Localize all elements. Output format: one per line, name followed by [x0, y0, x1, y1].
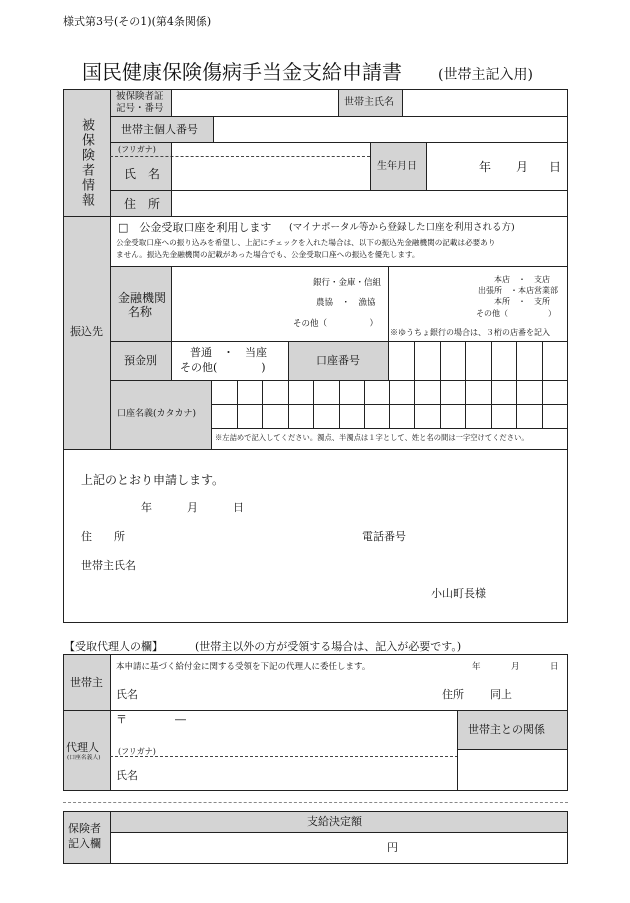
holder-char-divider [389, 380, 390, 429]
bank-types-1: 銀行・金庫・信組 [313, 278, 382, 288]
holder-note: ※左詰めで記入してください。濁点、半濁点は１字として、姓と名の間は一字空けてください。 [215, 433, 529, 442]
holder-char-divider [339, 380, 340, 429]
name-label: 氏 名 [124, 167, 161, 181]
form-number: 様式第3号(その1)(第4条関係) [63, 15, 212, 28]
delegation-text: 本申請に基づく給付金に関する受領を下記の代理人に委任します。 [116, 662, 371, 672]
public-account-desc-1: 公金受取口座への振り込みを希望し、上記にチェックを入れた場合は、以下の振込先金融機関の記載は必要あり [116, 238, 496, 247]
cert-no-label-2: 記号・番号 [116, 103, 164, 114]
postal-dash: ― [175, 713, 186, 726]
holder-char-divider [364, 380, 365, 429]
applicant-statement: 上記のとおり申請します。 [81, 473, 225, 487]
birth-day: 日 [549, 160, 562, 174]
birth-month: 月 [516, 160, 529, 174]
head-personal-no-label: 世帯主個人番号 [121, 123, 198, 136]
proxy-head-address-same: 同上 [490, 688, 512, 701]
holder-char-divider [313, 380, 314, 429]
account-holder-label: 口座名義(カタカナ) [117, 409, 197, 419]
holder-char-divider [516, 380, 517, 429]
bank-label-1: 金融機関 [118, 291, 167, 305]
applicant-date-year[interactable]: 年 [141, 501, 152, 514]
furigana-label: (フリガナ) [118, 145, 156, 154]
bank-types-3: その他（ ） [293, 319, 379, 329]
birth-field[interactable] [426, 142, 568, 191]
agent-furigana-label: (フリガナ) [118, 747, 156, 756]
deposit-type-label: 預金別 [124, 354, 157, 367]
transfer-section-label: 振込先 [70, 325, 103, 338]
head-name-field[interactable] [402, 89, 568, 117]
insured-section-label: 被保険者情報 [79, 118, 94, 208]
holder-char-divider [542, 380, 543, 429]
agent-label: 代理人 [66, 741, 99, 754]
birth-label: 生年月日 [377, 161, 417, 172]
addressee: 小山町長様 [431, 587, 486, 600]
branch-types-4: その他（ ） [476, 309, 556, 318]
holder-char-divider [262, 380, 263, 429]
deposit-type-1: 普通 ・ 当座 [190, 346, 267, 359]
head-personal-no-field[interactable] [213, 116, 568, 143]
public-account-checkbox[interactable]: □ 公金受取口座を利用します [118, 221, 272, 234]
holder-char-divider [414, 380, 415, 429]
insurer-label-1: 保険者 [68, 822, 101, 835]
address-field[interactable] [171, 190, 568, 217]
account-no-field[interactable] [388, 341, 568, 381]
account-no-label: 口座番号 [316, 354, 360, 367]
form-title-sub: (世帯主記入用) [438, 67, 533, 83]
proxy-date-day: 日 [550, 662, 559, 672]
branch-types-1: 本店 ・ 支店 [494, 275, 550, 284]
form-title: 国民健康保険傷病手当金支給申請書 [82, 60, 402, 84]
birth-year: 年 [479, 160, 492, 174]
agent-name-label: 氏名 [116, 769, 138, 782]
yen-label: 円 [387, 841, 398, 854]
applicant-phone-label: 電話番号 [362, 530, 406, 543]
section-separator [63, 802, 568, 803]
account-digit-divider [516, 341, 517, 381]
holder-char-divider [237, 380, 238, 429]
public-account-note: (マイナポータル等から登録した口座を利用される方) [289, 222, 515, 233]
cert-no-field[interactable] [171, 89, 339, 117]
applicant-head-name-label: 世帯主氏名 [81, 559, 136, 572]
holder-char-divider [440, 380, 441, 429]
address-label: 住 所 [124, 197, 161, 211]
applicant-date-month[interactable]: 月 [187, 501, 198, 514]
applicant-date-day[interactable]: 日 [233, 501, 244, 514]
yucho-note: ※ゆうちょ銀行の場合は、３桁の店番を記入 [390, 328, 550, 337]
holder-char-divider [288, 380, 289, 429]
account-digit-divider [440, 341, 441, 381]
postal-mark: 〒 [116, 713, 127, 726]
branch-types-2: 出張所 ・本店営業部 [478, 286, 558, 295]
applicant-address-label: 住 所 [81, 530, 125, 543]
proxy-head-label: 世帯主 [70, 676, 103, 689]
amount-label: 支給決定額 [307, 815, 362, 828]
insurer-label-2: 記入欄 [68, 837, 101, 850]
bank-label-2: 名称 [128, 305, 153, 319]
proxy-date-month: 月 [511, 662, 520, 672]
account-digit-divider [542, 341, 543, 381]
holder-char-divider [465, 380, 466, 429]
name-field[interactable] [171, 142, 371, 191]
agent-sub-label: (口座名義人) [67, 755, 101, 761]
account-digit-divider [414, 341, 415, 381]
branch-types-3: 本所 ・ 支所 [494, 297, 550, 306]
agent-furigana-divider [110, 756, 458, 757]
bank-types-2: 農協 ・ 漁協 [316, 298, 376, 308]
agent-field[interactable] [110, 710, 458, 791]
public-account-desc-2: ません。振込先金融機関の記載があった場合でも、公金受取口座への振込を優先します。 [116, 250, 420, 259]
account-digit-divider [465, 341, 466, 381]
relation-label: 世帯主との関係 [468, 723, 545, 736]
deposit-type-2: その他( ) [180, 361, 266, 374]
account-digit-divider [491, 341, 492, 381]
proxy-heading: 【受取代理人の欄】 [64, 640, 163, 653]
proxy-head-name-label: 氏名 [116, 688, 138, 701]
proxy-date-year: 年 [472, 662, 481, 672]
cert-no-label-1: 被保険者証 [116, 91, 164, 102]
holder-char-divider [491, 380, 492, 429]
proxy-head-address-label: 住所 [442, 688, 464, 701]
head-name-label: 世帯主氏名 [344, 97, 394, 108]
proxy-heading-note: (世帯主以外の方が受領する場合は、記入が必要です。) [195, 640, 462, 653]
